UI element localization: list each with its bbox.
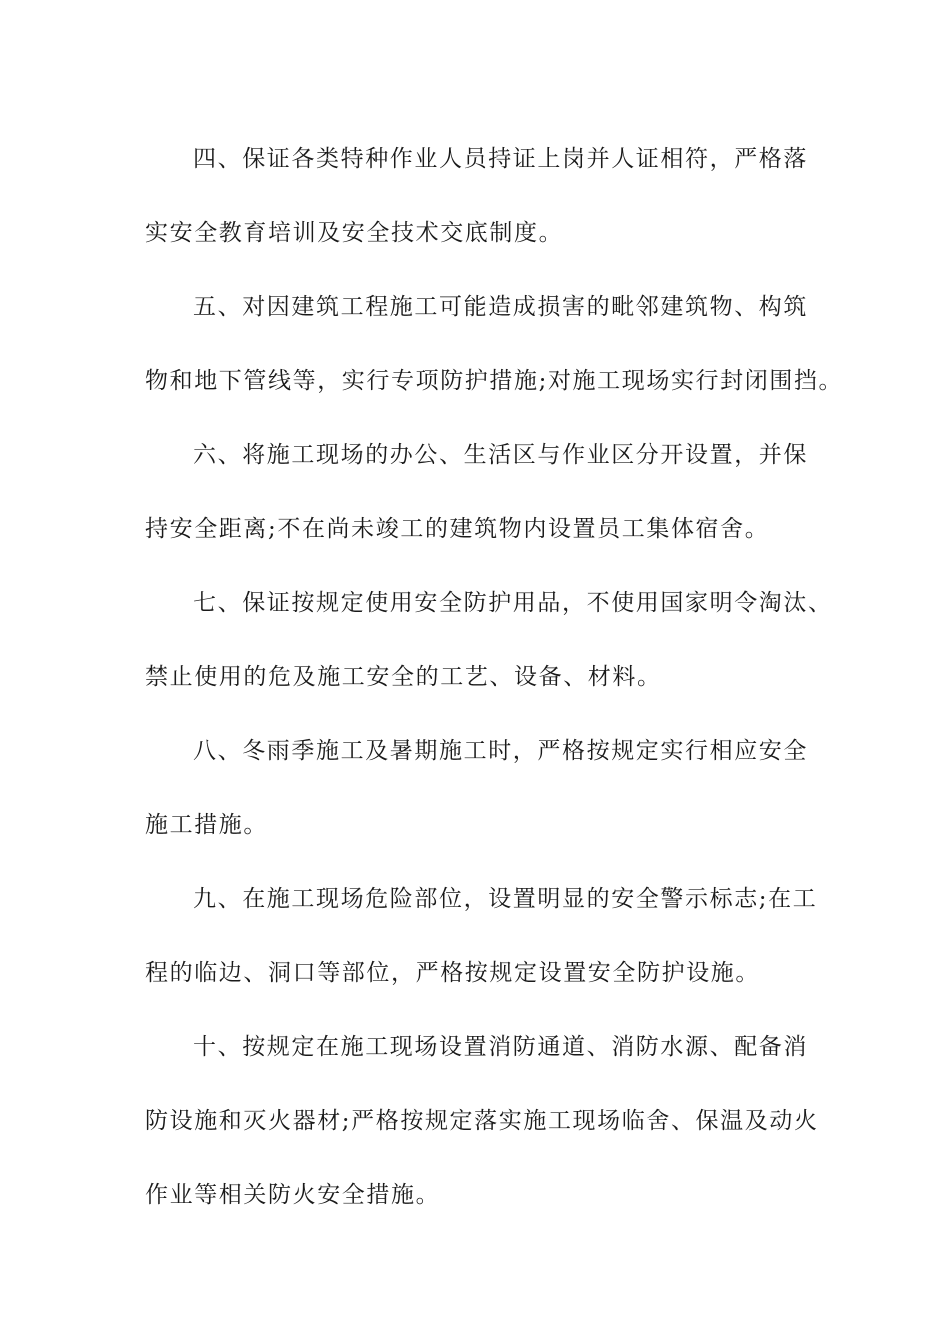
paragraph-9 [145, 862, 818, 1010]
paragraph-line: 四、保证各类特种作业人员持证上岗并人证相符，严格落 [193, 146, 808, 172]
paragraph-line: 禁止使用的危及施工安全的工艺、设备、材料。 [145, 664, 662, 690]
paragraph-line: 六、将施工现场的办公、生活区与作业区分开设置，并保 [193, 442, 808, 468]
paragraph-line: 作业等相关防火安全措施。 [145, 1182, 441, 1208]
paragraph-line: 实安全教育培训及安全技术交底制度。 [145, 220, 564, 246]
paragraph-line: 八、冬雨季施工及暑期施工时，严格按规定实行相应安全 [193, 738, 808, 764]
paragraph-line: 程的临边、洞口等部位，严格按规定设置安全防护设施。 [145, 960, 760, 986]
paragraph-8 [145, 714, 813, 862]
paragraph-line: 持安全距离;不在尚未竣工的建筑物内设置员工集体宿舍。 [145, 516, 770, 542]
paragraph-line: 九、在施工现场危险部位，设置明显的安全警示标志;在工 [193, 886, 818, 912]
paragraph-line: 七、保证按规定使用安全防护用品，不使用国家明令淘汰、 [193, 590, 833, 616]
paragraph-line: 十、按规定在施工现场设置消防通道、消防水源、配备消 [193, 1034, 808, 1060]
paragraph-4 [145, 122, 813, 270]
paragraph-line: 施工措施。 [145, 812, 268, 838]
paragraph-line: 五、对因建筑工程施工可能造成损害的毗邻建筑物、构筑 [193, 294, 808, 320]
paragraph-7 [145, 566, 833, 714]
paragraph-6 [145, 418, 813, 566]
paragraph-line: 防设施和灭火器材;严格按规定落实施工现场临舍、保温及动火 [145, 1108, 819, 1134]
document-body [145, 122, 844, 1232]
paragraph-10 [145, 1010, 819, 1232]
paragraph-5 [145, 270, 844, 418]
paragraph-line: 物和地下管线等，实行专项防护措施;对施工现场实行封闭围挡。 [145, 368, 844, 394]
